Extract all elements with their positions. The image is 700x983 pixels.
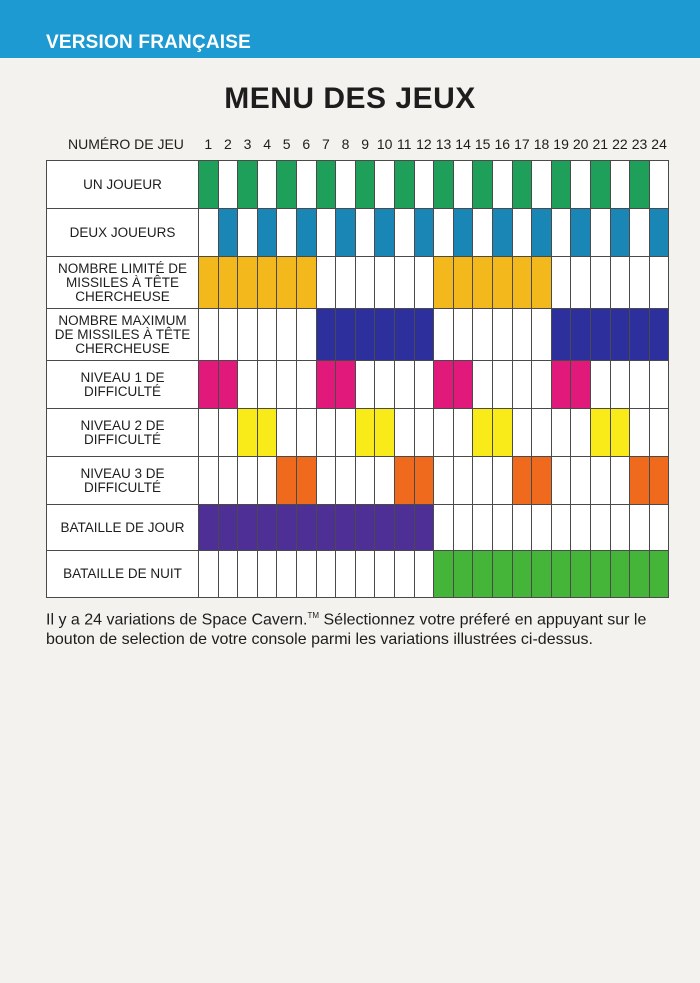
row-label: BATAILLE DE NUIT [63,566,182,581]
table-cell [649,257,669,309]
row-label: NOMBRE LIMITÉ DE MISSILES À TÊTE CHERCHEUSE [47,257,198,309]
table-cell [551,551,571,597]
table-cell [276,505,296,551]
table-cell [453,361,473,409]
table-cell [610,161,630,209]
table-cell [335,551,355,597]
table-cell [492,551,512,597]
table-cell [512,161,532,209]
table-cell [453,209,473,257]
table-cell [316,505,336,551]
table-cell [218,209,238,257]
game-number: 17 [514,136,530,152]
table-cell [394,257,414,309]
table-cell [629,551,649,597]
game-number: 21 [592,136,609,152]
table-cell [433,551,453,597]
table-cell [433,361,453,409]
table-cell [296,309,316,361]
row-label: NIVEAU 1 DE DIFFICULTÉ [47,361,198,409]
table-cell [257,257,277,309]
table-cell [374,361,394,409]
game-number: 14 [455,136,471,152]
table-cell [218,361,238,409]
table-cell [394,361,414,409]
table-cell [355,361,375,409]
table-cell [316,361,336,409]
table-cell [296,161,316,209]
table-cell [374,505,394,551]
row-label: UN JOUEUR [47,161,198,209]
table-cell [531,209,551,257]
game-number: 19 [553,136,569,152]
table-cell [512,309,532,361]
table-cell [374,409,394,457]
table-cell [590,309,610,361]
table-cell [316,457,336,505]
table-cell [531,361,551,409]
table-cell [355,551,375,597]
table-cell [237,409,257,457]
game-number: 24 [651,136,667,152]
table-cell [316,551,336,597]
table-cell [198,209,218,257]
table-cell [629,209,649,257]
table-cell [316,209,336,257]
table-cell [629,257,649,309]
table-cell [433,209,453,257]
table-cell [335,457,355,505]
table-cell [590,361,610,409]
game-number: 16 [494,136,511,152]
table-cell [414,551,434,597]
table-cell [335,309,355,361]
table-cell [551,161,571,209]
game-number: 15 [474,136,491,152]
table-cell [257,505,277,551]
table-cell [414,457,434,505]
game-number: 8 [341,136,350,152]
table-cell [629,361,649,409]
table-cell [257,551,277,597]
table-cell [453,457,473,505]
table-cell [472,257,492,309]
table-cell [198,309,218,361]
table-cell [610,309,630,361]
table-cell [414,257,434,309]
table-cell [237,457,257,505]
table-cell [414,505,434,551]
table-cell [237,309,257,361]
table-cell [198,505,218,551]
table-cell [237,505,257,551]
table-cell [296,551,316,597]
table-cell [551,361,571,409]
table-cell [355,209,375,257]
table-cell [414,409,434,457]
table-cell [629,309,649,361]
table-cell [649,309,669,361]
table-cell [531,409,551,457]
row-label: DEUX JOUEURS [47,209,198,257]
table-cell [198,457,218,505]
table-cell [492,161,512,209]
table-cell [433,457,453,505]
table-cell [414,309,434,361]
game-number: 1 [204,136,213,152]
table-cell [610,361,630,409]
table-cell [355,409,375,457]
table-cell [237,257,257,309]
table-cell [472,161,492,209]
table-cell [355,257,375,309]
table-cell [355,309,375,361]
table-cell [394,309,414,361]
table-cell [512,505,532,551]
table-cell [218,505,238,551]
table-cell [649,457,669,505]
table-cell [610,257,630,309]
table-cell [570,457,590,505]
table-cell [237,161,257,209]
table-cell [394,505,414,551]
table-cell [316,161,336,209]
game-number: 2 [223,136,232,152]
table-cell [355,161,375,209]
table-cell [433,257,453,309]
table-cell [649,361,669,409]
table-cell [610,551,630,597]
table-cell [590,209,610,257]
table-cell [551,457,571,505]
table-cell [649,551,669,597]
table-cell [472,505,492,551]
game-number: 13 [435,136,452,152]
table-cell [472,551,492,597]
table-cell [472,361,492,409]
table-cell [218,161,238,209]
table-cell [316,257,336,309]
table-cell [531,457,551,505]
table-cell [218,257,238,309]
table-cell [198,551,218,597]
table-cell [257,457,277,505]
game-number: 9 [361,136,369,152]
table-cell [276,309,296,361]
table-cell [551,209,571,257]
page-title: MENU DES JEUX [224,82,476,115]
table-cell [531,551,551,597]
table-cell [257,161,277,209]
table-cell [198,409,218,457]
table-cell [570,409,590,457]
table-cell [296,505,316,551]
table-cell [453,505,473,551]
table-cell [610,505,630,551]
table-cell [453,161,473,209]
table-cell [276,257,296,309]
table-cell [394,457,414,505]
table-cell [296,257,316,309]
table-cell [512,551,532,597]
table-cell [296,361,316,409]
table-cell [257,209,277,257]
table-cell [374,161,394,209]
table-cell [453,551,473,597]
table-cell [433,309,453,361]
table-cell [433,161,453,209]
table-cell [374,309,394,361]
table-cell [394,551,414,597]
table-cell [335,161,355,209]
table-cell [551,505,571,551]
game-number: 6 [302,136,311,152]
table-cell [629,161,649,209]
game-number: 22 [612,136,628,152]
row-label: NIVEAU 2 DE DIFFICULTÉ [47,409,198,457]
table-cell [610,409,630,457]
table-cell [590,457,610,505]
table-cell [218,551,238,597]
table-cell [512,457,532,505]
table-cell [394,209,414,257]
game-number: 7 [321,136,330,152]
table-cell [649,409,669,457]
table-cell [453,309,473,361]
table-cell [551,257,571,309]
table-cell [649,161,669,209]
table-cell [453,409,473,457]
table-cell [218,409,238,457]
header-banner [0,0,700,58]
row-label: NIVEAU 3 DE DIFFICULTÉ [47,457,198,505]
table-cell [492,361,512,409]
table-cell [257,309,277,361]
table-cell [198,257,218,309]
table-cell [296,457,316,505]
table-cell [512,209,532,257]
game-menu-table [46,160,669,598]
game-number: 20 [572,136,589,152]
table-cell [355,457,375,505]
table-cell [472,309,492,361]
banner-text: VERSION FRANÇAISE [46,32,252,53]
table-cell [492,409,512,457]
table-cell [257,361,277,409]
table-cell [394,409,414,457]
row-label: BATAILLE DE JOUR [47,505,198,551]
game-number: 10 [376,136,393,152]
table-cell [296,409,316,457]
table-cell [531,309,551,361]
table-cell [453,257,473,309]
table-cell [335,505,355,551]
table-cell [472,209,492,257]
table-cell [276,209,296,257]
game-number: 23 [631,136,648,152]
footnote-part-1: Il y a 24 variations de Space Cavern. [46,611,308,629]
table-cell [492,457,512,505]
table-cell [374,257,394,309]
table-cell [394,161,414,209]
game-number: 3 [243,136,252,152]
table-cell [218,457,238,505]
table-cell [374,209,394,257]
table-cell [198,361,218,409]
table-cell [492,505,512,551]
table-cell [590,409,610,457]
table-cell [590,161,610,209]
table-cell [551,309,571,361]
table-cell [531,257,551,309]
table-cell [237,209,257,257]
table-cell [570,161,590,209]
table-cell [276,161,296,209]
table-cell [512,257,532,309]
table-cell [316,309,336,361]
table-cell [551,409,571,457]
table-cell [198,161,218,209]
table-cell [570,257,590,309]
table-cell [374,457,394,505]
table-cell [649,505,669,551]
table-cell [570,309,590,361]
table-cell [570,361,590,409]
table-cell [335,209,355,257]
table-cell [570,551,590,597]
table-cell [276,409,296,457]
footnote-part-2: Sélectionnez votre préferé en appuyant sur le bouton de selection de votre console parmi les variations illustrées ci-dessus. [46,611,647,649]
table-cell [531,161,551,209]
table-cell [414,209,434,257]
table-cell [355,505,375,551]
trademark-mark: TM [307,611,320,620]
table-cell [492,309,512,361]
table-cell [610,209,630,257]
table-cell [512,361,532,409]
table-cell [237,361,257,409]
table-cell [335,409,355,457]
table-cell [629,457,649,505]
table-cell [276,457,296,505]
table-cell [374,551,394,597]
game-number: 4 [263,136,271,152]
table-cell [590,551,610,597]
table-cell [257,409,277,457]
table-cell [276,551,296,597]
table-cell [218,309,238,361]
game-number: 11 [397,136,412,152]
table-cell [492,257,512,309]
table-cell [649,209,669,257]
table-cell [414,161,434,209]
table-cell [590,257,610,309]
table-cell [590,505,610,551]
table-cell [414,361,434,409]
table-cell [570,505,590,551]
table-cell [472,457,492,505]
row-label: NOMBRE MAXIMUM DE MISSILES À TÊTE CHERCHEUSE [47,309,198,361]
table-cell [276,361,296,409]
table-cell [512,409,532,457]
table-cell [629,409,649,457]
table-cell [570,209,590,257]
table-cell [316,409,336,457]
game-number: 18 [533,136,550,152]
game-number: 12 [416,136,432,152]
table-cell [531,505,551,551]
game-number: 5 [282,136,291,152]
table-cell [335,257,355,309]
table-cell [433,505,453,551]
game-number-header: NUMÉRO DE JEU [68,136,184,152]
table-cell [629,505,649,551]
table-cell [472,409,492,457]
table-cell [296,209,316,257]
table-cell [335,361,355,409]
table-cell [492,209,512,257]
table-cell [237,551,257,597]
footnote-text [46,606,666,650]
table-cell [433,409,453,457]
table-cell [610,457,630,505]
